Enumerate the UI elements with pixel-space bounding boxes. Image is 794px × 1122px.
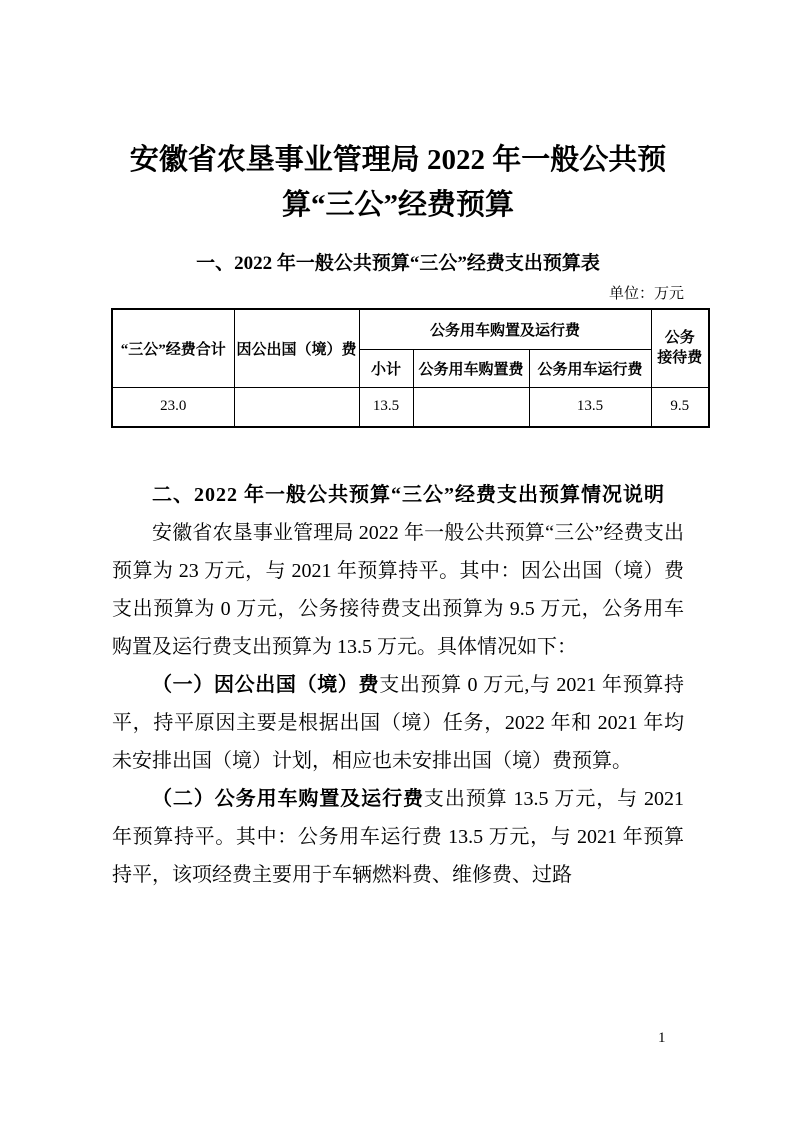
paragraph-vehicle [112, 780, 684, 894]
cell-abroad [234, 387, 359, 427]
paragraph-abroad-text: 支出预算 0 万元,与 2021 年预算持平，持平原因主要是根据出国（境）任务，2022 年和 2021 年均未安排出国（境）计划，相应也未安排出国（境）费预算。 [112, 674, 685, 772]
paragraph-overview-text: 安徽省农垦事业管理局 2022 年一般公共预算“三公”经费支出预算为 23 万元，与 2021 年预算持平。其中：因公出国（境）费支出预算为 0 万元，公务接待费支出预算为 9.5 万元，公务用车购置及运行费支出预算为 13.5 万元。具体情况如下： [112, 522, 684, 658]
col-header-vehicle-group: 公务用车购置及运行费 [359, 309, 651, 349]
col-header-vehicle-subtotal: 小计 [359, 349, 413, 387]
page-number: 1 [658, 1030, 666, 1046]
col-header-vehicle-purchase: 公务用车购置费 [413, 349, 529, 387]
col-header-reception-line-1: 公务 [664, 330, 695, 347]
section2-heading: 二、2022 年一般公共预算“三公”经费支出预算情况说明 [152, 484, 665, 506]
col-header-total: “三公”经费合计 [112, 309, 234, 387]
col-header-abroad: 因公出国（境）费 [234, 309, 359, 387]
document-title [112, 138, 684, 228]
paragraph-overview [112, 514, 684, 666]
budget-table [111, 308, 710, 428]
cell-vehicle-subtotal: 13.5 [359, 387, 413, 427]
paragraph-abroad-lead: （一）因公出国（境）费 [152, 674, 380, 696]
section1-heading: 一、2022 年一般公共预算“三公”经费支出预算表 [196, 253, 600, 274]
document-title-line-2: 算“三公”经费预算 [281, 189, 514, 221]
cell-total: 23.0 [112, 387, 234, 427]
paragraph-vehicle-lead: （二）公务用车购置及运行费 [152, 788, 424, 810]
table-header-row-1 [112, 309, 709, 349]
col-header-vehicle-operation: 公务用车运行费 [529, 349, 651, 387]
document-title-line-1: 安徽省农垦事业管理局 2022 年一般公共预 [129, 144, 667, 176]
cell-reception: 9.5 [651, 387, 709, 427]
paragraph-vehicle-text: 支出预算 13.5 万元，与 2021 年预算持平。其中：公务用车运行费 13.5 万元，与 2021 年预算持平，该项经费主要用于车辆燃料费、维修费、过路 [112, 788, 685, 886]
cell-vehicle-purchase [413, 387, 529, 427]
paragraph-abroad [112, 666, 684, 780]
cell-vehicle-operation: 13.5 [529, 387, 651, 427]
table-data-row [112, 387, 709, 427]
col-header-reception [651, 309, 709, 387]
unit-label: 单位：万元 [608, 286, 684, 302]
col-header-reception-line-2: 接待费 [657, 350, 703, 367]
